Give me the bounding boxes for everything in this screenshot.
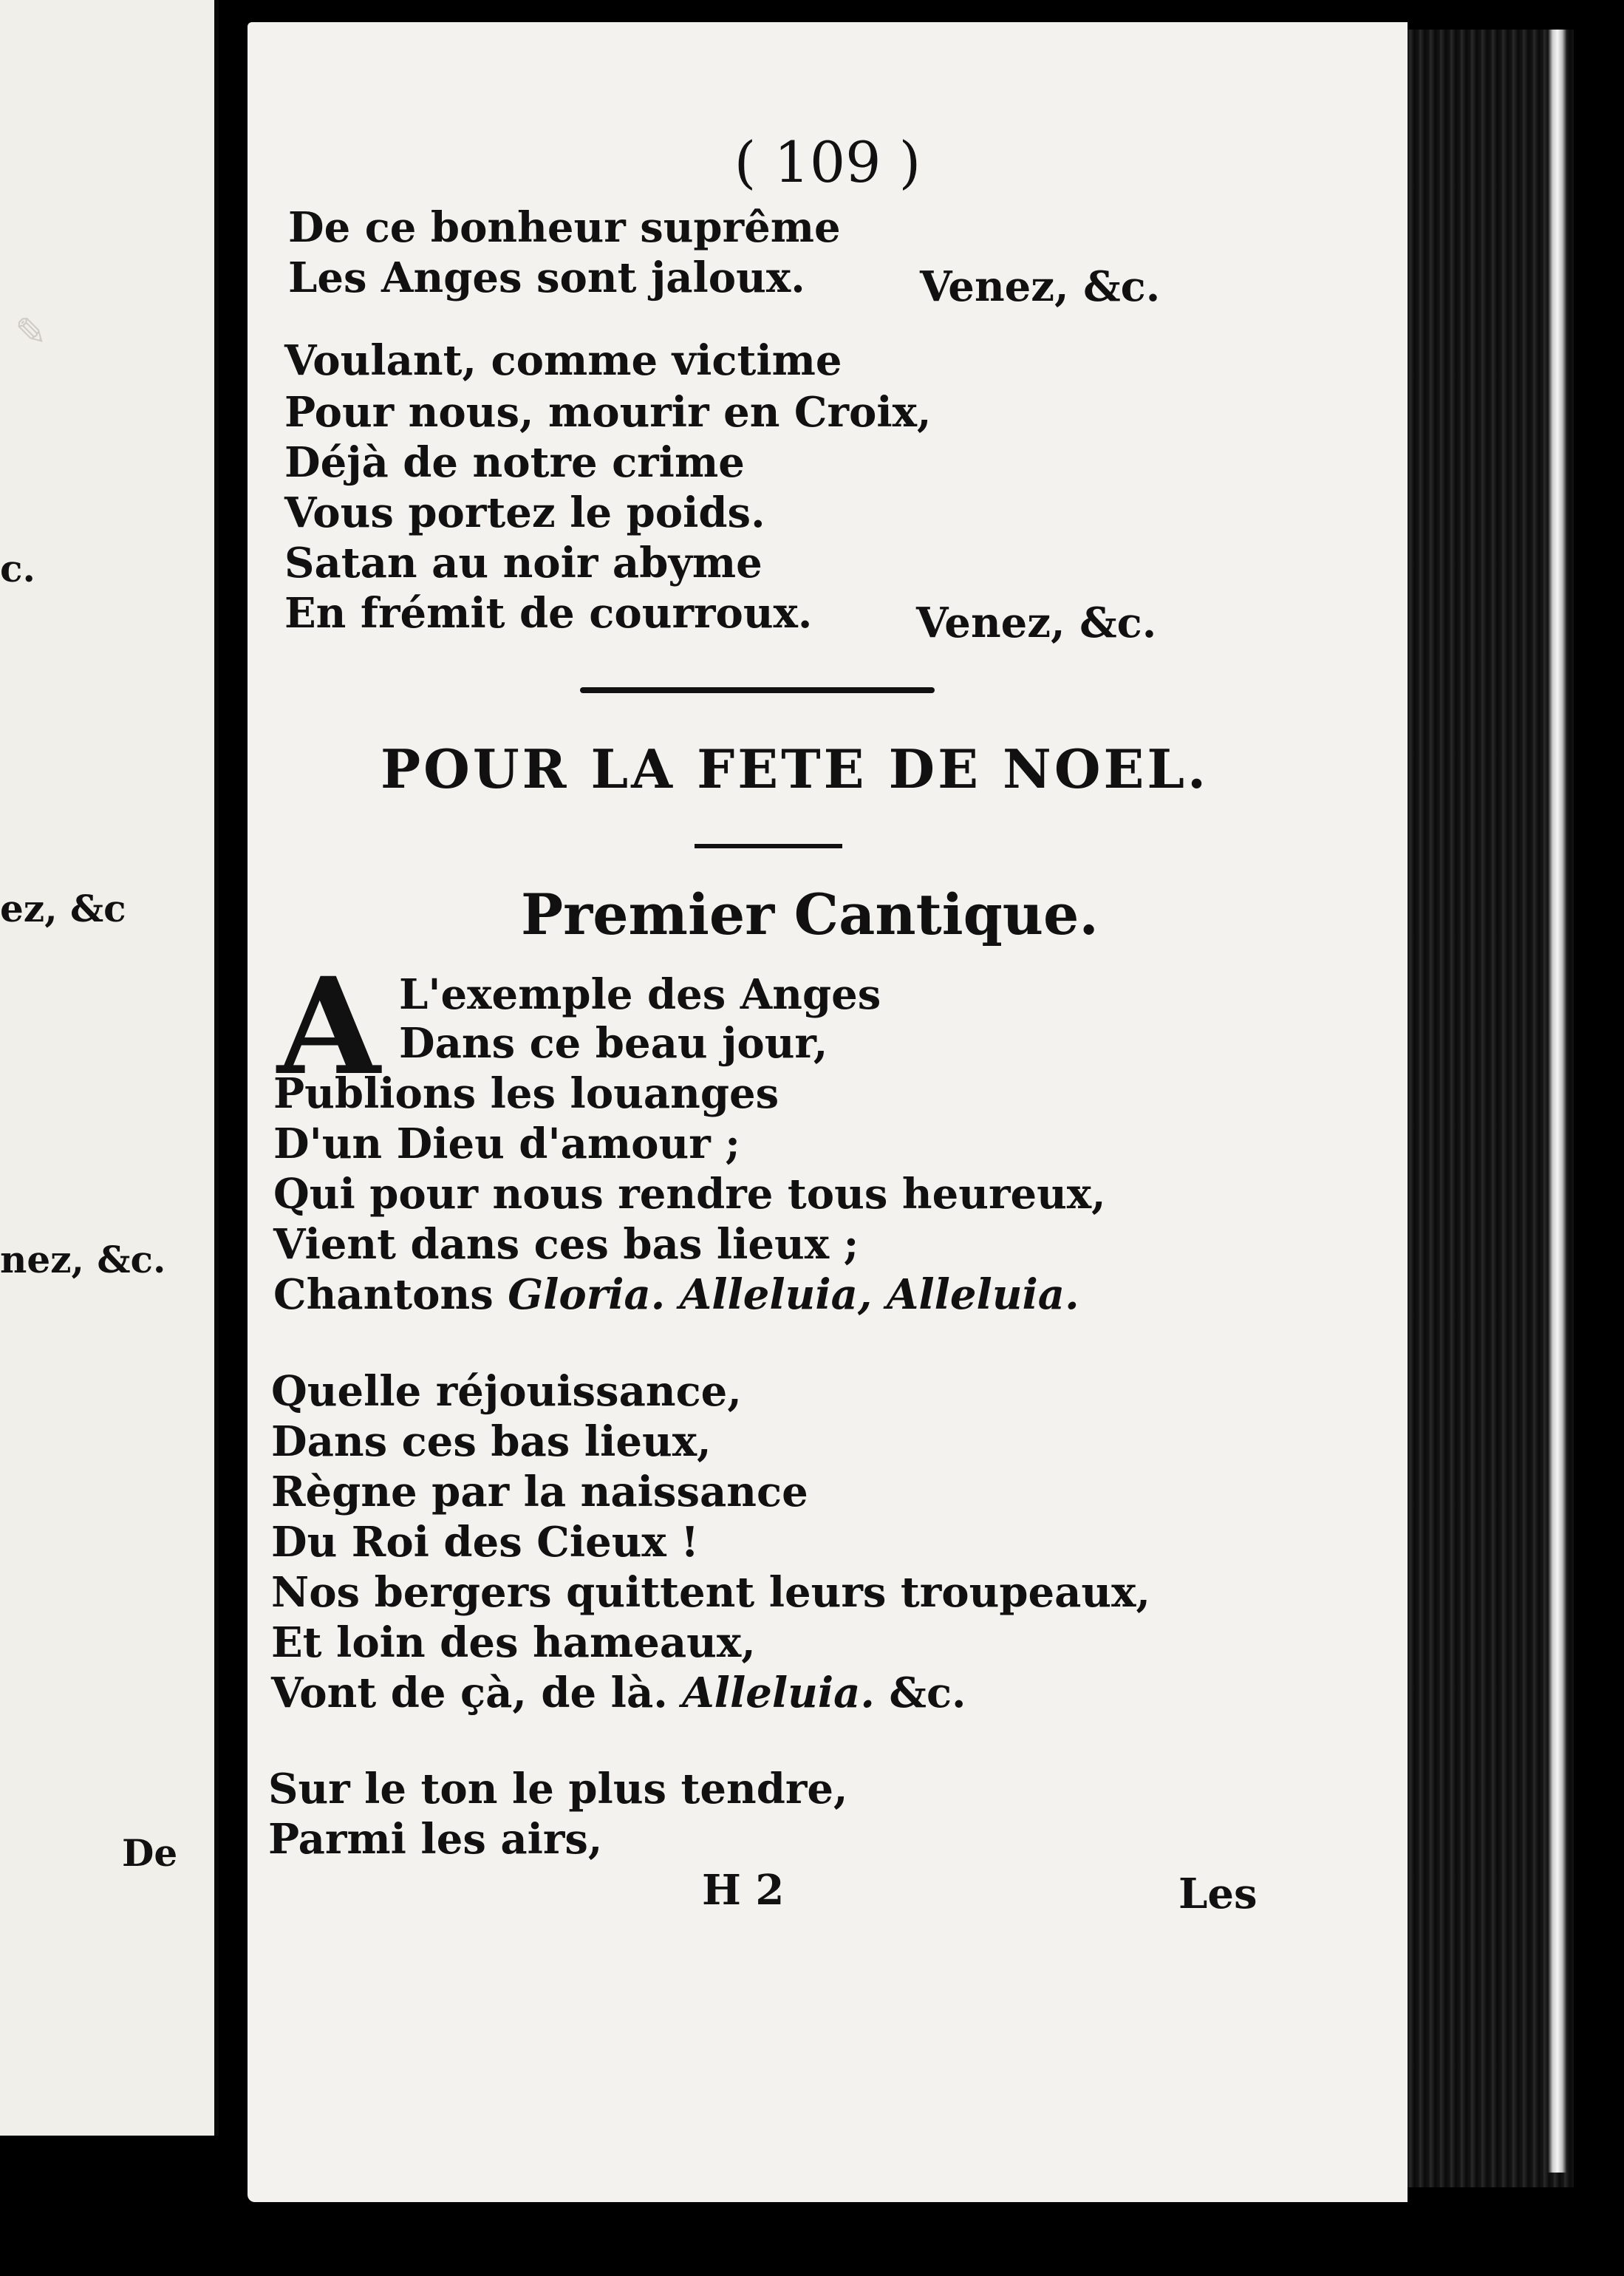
verse-line: Dans ce beau jour, (399, 1019, 828, 1068)
verse-line: Vient dans ces bas lieux ; (273, 1220, 859, 1269)
verse-line: Quelle réjouissance, (271, 1367, 742, 1416)
verse-line: D'un Dieu d'amour ; (273, 1120, 740, 1168)
verse-line: Du Roi des Cieux ! (271, 1518, 699, 1567)
verse-line: Règne par la naissance (271, 1468, 808, 1516)
verse-line: Voulant, comme victime (284, 336, 842, 385)
left-page-catchword: De (122, 1831, 178, 1875)
refrain-marker: Venez, &c. (916, 599, 1157, 647)
section-title: POUR LA FETE DE NOEL. (381, 737, 1210, 800)
catchword: Les (1178, 1870, 1258, 1918)
verse-text: &c. (874, 1669, 966, 1717)
book-edge-highlight (1548, 30, 1567, 2173)
verse-line: Parmi les airs, (268, 1815, 603, 1864)
left-facing-page (0, 0, 219, 2136)
verse-line-final (273, 1270, 1079, 1319)
song-title: Premier Cantique. (521, 882, 1099, 947)
verse-line: Déjà de notre crime (284, 438, 745, 487)
latin-refrain: Alleluia. (682, 1669, 875, 1717)
verse-line: Publions les louanges (273, 1069, 779, 1118)
bleed-through-text: ✎ (15, 310, 47, 355)
verse-line: Les Anges sont jaloux. (288, 253, 805, 302)
verse-line: Vous portez le poids. (284, 488, 765, 537)
title-rule (695, 844, 842, 848)
verse-line-final (271, 1669, 966, 1717)
verse-line: L'exemple des Anges (399, 970, 881, 1019)
drop-cap: A (277, 949, 381, 1105)
latin-refrain: Gloria. Alleluia, Alleluia. (508, 1270, 1079, 1319)
ornamental-rule (580, 687, 935, 693)
verse-line: De ce bonheur suprême (288, 203, 841, 252)
left-page-fragment: ez, &c (0, 887, 126, 930)
verse-line: Pour nous, mourir en Croix, (284, 388, 932, 437)
verse-line: Qui pour nous rendre tous heureux, (273, 1170, 1106, 1219)
verse-text: Vont de çà, de là. (271, 1669, 683, 1717)
verse-line: En frémit de courroux. (284, 589, 813, 638)
verse-line: Nos bergers quittent leurs troupeaux, (271, 1568, 1150, 1617)
refrain-marker: Venez, &c. (920, 262, 1161, 311)
left-page-fragment: nez, &c. (0, 1238, 166, 1281)
signature-mark: H 2 (702, 1866, 785, 1915)
main-page-content (248, 0, 1408, 2276)
page-number: ( 109 ) (734, 129, 921, 195)
verse-line: Et loin des hameaux, (271, 1618, 756, 1667)
left-page-fragment: c. (0, 547, 35, 590)
verse-line: Satan au noir abyme (284, 539, 762, 587)
verse-line: Dans ces bas lieux, (271, 1417, 712, 1466)
verse-text: Chantons (273, 1270, 508, 1319)
verse-line: Sur le ton le plus tendre, (268, 1765, 848, 1813)
